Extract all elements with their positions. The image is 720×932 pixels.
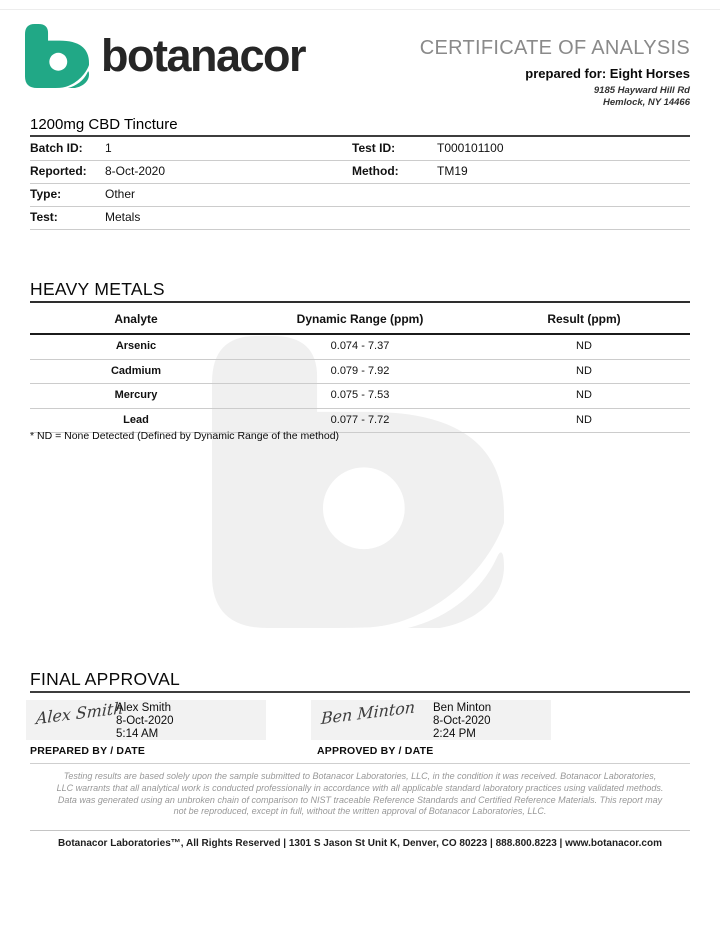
- test-value: Metals: [105, 210, 141, 224]
- botanacor-logo-icon: [25, 24, 89, 88]
- range-cell: 0.077 - 7.72: [330, 413, 390, 426]
- type-value: Other: [105, 187, 136, 201]
- footer-divider: [30, 830, 690, 831]
- approved-time: 2:24 PM: [433, 728, 476, 740]
- batch-id-value: 1: [105, 141, 112, 155]
- reported-label: Reported:: [30, 164, 87, 178]
- prepared-name: Alex Smith: [116, 702, 171, 714]
- test-id-value: T000101100: [437, 141, 504, 155]
- prepared-signature-box: [26, 700, 266, 740]
- result-cell: ND: [576, 389, 592, 401]
- approval-divider: [30, 763, 690, 764]
- metals-table-body: [30, 335, 690, 433]
- result-cell: ND: [576, 340, 592, 352]
- prepared-signature-meta: [116, 702, 174, 741]
- test-id-label: Test ID:: [352, 141, 396, 155]
- footer-text: Botanacor Laboratories™, All Rights Reserved | 1301 S Jason St Unit K, Denver, CO 80223 | 888.800.8223 | www.botanacor.com: [58, 838, 662, 849]
- range-cell: 0.075 - 7.53: [330, 389, 390, 401]
- info-row-reported: [30, 160, 690, 184]
- analyte-cell: Lead: [123, 413, 149, 426]
- info-row-test: [30, 206, 690, 230]
- result-cell: ND: [576, 364, 592, 377]
- col-result: Result (ppm): [547, 312, 621, 326]
- info-row-type: [30, 183, 690, 207]
- test-label: Test:: [30, 210, 58, 224]
- approved-signature-box: [311, 697, 551, 740]
- approved-signature-meta: [433, 702, 491, 741]
- analyte-cell: Arsenic: [115, 340, 157, 352]
- col-analyte: Analyte: [114, 312, 158, 326]
- table-row-arsenic: [30, 335, 690, 360]
- approved-by-label: APPROVED BY / DATE: [317, 745, 434, 757]
- final-approval-heading: FINAL APPROVAL: [30, 669, 181, 689]
- approved-signature: Ben Minton: [320, 697, 416, 729]
- approved-date: 8-Oct-2020: [433, 715, 491, 727]
- type-label: Type:: [30, 187, 62, 201]
- reported-value: 8-Oct-2020: [105, 164, 166, 178]
- method-label: Method:: [352, 164, 399, 178]
- disclaimer-text: Testing results are based solely upon the sample submitted to Botanacor Laboratories, LLC, in the condition it was received. Botanacor Laboratories, LLC warrants that all analytical work is conducted professionally in accordance with all applicable standard laboratory practices using validated methods. Data was generated using an unbroken chain of comparison to NIST traceable Reference Standards and Certified Reference Materials. This report may not be reproduced, except in full, without the written approval of Botanacor Laboratories, LLC.: [56, 771, 664, 817]
- batch-id-label: Batch ID:: [30, 141, 83, 155]
- prepared-signature: Alex Smith: [35, 698, 125, 729]
- nd-footnote: * ND = None Detected (Defined by Dynamic Range of the method): [30, 430, 340, 442]
- table-row-mercury: [30, 384, 690, 409]
- metals-table-header: [30, 307, 690, 335]
- final-approval-rule: [30, 691, 690, 693]
- approved-name: Ben Minton: [433, 702, 492, 714]
- heavy-metals-rule: [30, 301, 690, 303]
- product-name: 1200mg CBD Tincture: [30, 116, 178, 133]
- prepared-by-label: PREPARED BY / DATE: [30, 745, 146, 757]
- prepared-time: 5:14 AM: [116, 728, 159, 740]
- prepared-date: 8-Oct-2020: [116, 715, 174, 727]
- certificate-title: CERTIFICATE OF ANALYSIS: [419, 37, 690, 59]
- info-row-batch: [30, 137, 690, 161]
- table-row-cadmium: [30, 360, 690, 385]
- result-cell: ND: [576, 413, 592, 426]
- heavy-metals-heading: HEAVY METALS: [30, 279, 165, 299]
- brand-wordmark: botanacor: [101, 30, 306, 81]
- prepared-for-line: prepared for: Eight Horses: [525, 66, 690, 81]
- client-address-line1: 9185 Hayward Hill Rd: [593, 85, 690, 96]
- analyte-cell: Mercury: [114, 389, 158, 401]
- client-address-line2: Hemlock, NY 14466: [603, 97, 690, 108]
- page-top-divider: [0, 9, 720, 10]
- range-cell: 0.074 - 7.37: [330, 340, 390, 352]
- col-dynamic-range: Dynamic Range (ppm): [296, 312, 424, 326]
- method-value: TM19: [437, 164, 468, 178]
- analyte-cell: Cadmium: [110, 364, 162, 377]
- range-cell: 0.079 - 7.92: [330, 364, 390, 377]
